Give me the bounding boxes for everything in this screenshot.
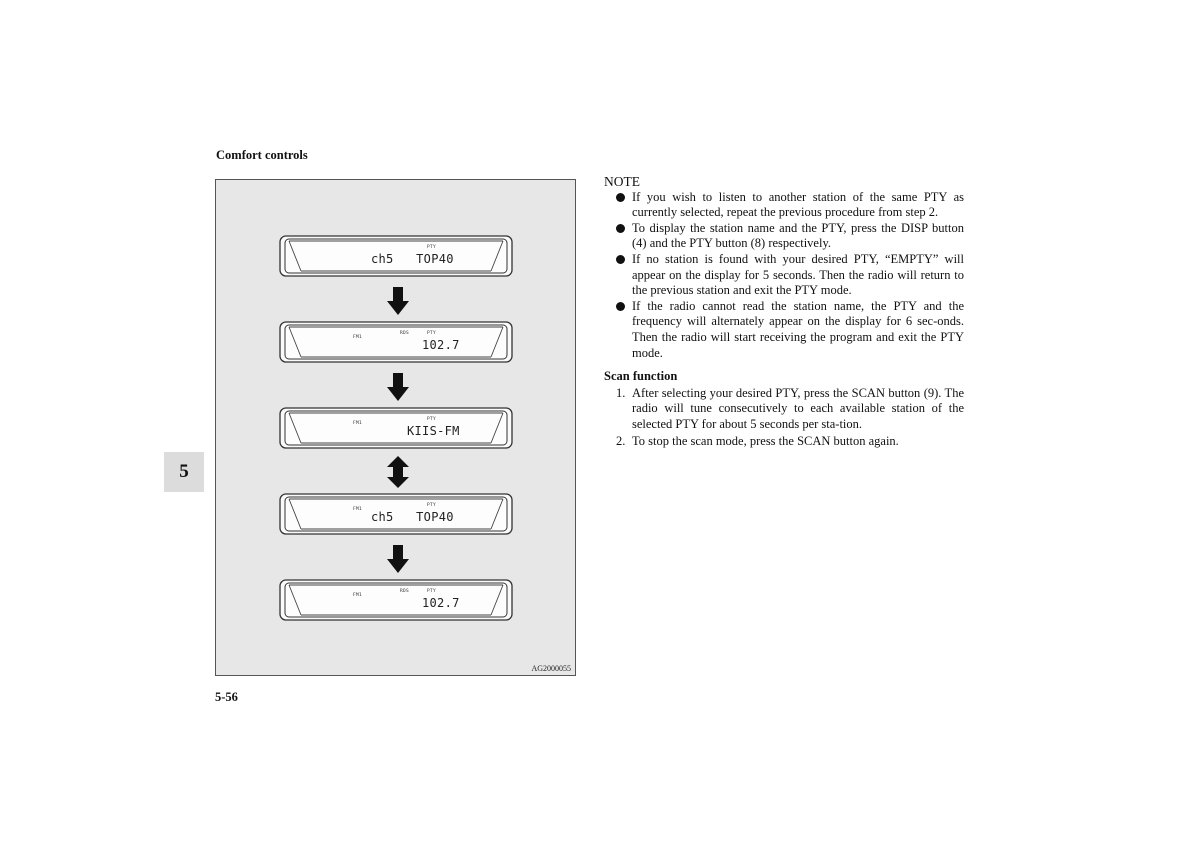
down-arrow-icon [387,287,409,315]
chapter-tab [164,452,204,492]
chapter-number: 5 [179,461,189,482]
pty-indicator: PTY [427,417,437,422]
rds-indicator: RDS [400,331,410,336]
pty-indicator: PTY [427,331,437,336]
scan-heading: Scan function [604,369,678,384]
step-text: After selecting your desired PTY, press the SCAN button (9). The radio will tune consecutively to each available station of the selected PTY for about 5 seconds per sta-tion. [632,385,964,431]
band-indicator: FM1 [353,593,363,598]
band-indicator: FM1 [353,335,363,340]
note-item [604,221,964,252]
lcd-display-5 [279,579,513,621]
lcd-text: ch5 TOP40 [371,510,454,524]
lcd-text: 102.7 [422,338,460,352]
pty-indicator: PTY [427,589,437,594]
pty-indicator: PTY [427,245,437,250]
rds-indicator: RDS [400,589,410,594]
step-number: 1. [616,385,626,400]
scan-step [604,434,964,450]
text-column [604,174,964,450]
lcd-text: ch5 TOP40 [371,252,454,266]
radio-display-figure [215,179,576,676]
lcd-display-4 [279,493,513,535]
band-indicator: FM1 [353,421,363,426]
figure-code: AG2000055 [531,664,571,673]
bullet-icon [616,302,625,311]
lcd-frame [279,579,513,621]
bullet-icon [616,255,625,264]
lcd-display-1 [279,235,513,277]
lcd-display-2 [279,321,513,363]
note-item-text: To display the station name and the PTY, press the DISP button (4) and the PTY button (8) respectively. [632,220,964,251]
section-header: Comfort controls [216,148,308,162]
bullet-icon [616,224,625,233]
note-item [604,190,964,221]
scan-steps [604,386,964,449]
note-item [604,252,964,299]
note-list [604,190,964,362]
lcd-text: KIIS-FM [407,424,460,438]
down-arrow-icon [387,373,409,401]
note-item-text: If you wish to listen to another station of the same PTY as currently selected, repeat the previous procedure from step 2. [632,189,964,220]
up-down-arrow-icon [387,456,409,488]
lcd-frame [279,321,513,363]
lcd-text: 102.7 [422,596,460,610]
note-item-text: If the radio cannot read the station name, the PTY and the frequency will alternately appear on the display for 6 sec-onds. Then the radio will start receiving the program and exit the PTY mode. [632,298,964,360]
step-text: To stop the scan mode, press the SCAN button again. [632,433,899,448]
lcd-display-3 [279,407,513,449]
lcd-frame [279,407,513,449]
bullet-icon [616,193,625,202]
pty-indicator: PTY [427,503,437,508]
scan-step [604,386,964,433]
down-arrow-icon [387,545,409,573]
page-number: 5-56 [215,690,238,704]
step-number: 2. [616,433,626,448]
band-indicator: FM1 [353,507,363,512]
note-item-text: If no station is found with your desired PTY, “EMPTY” will appear on the display for 5 seconds. Then the radio will return to the previous station and exit the PTY mode. [632,251,964,298]
note-title: NOTE [604,174,640,189]
note-item [604,299,964,361]
